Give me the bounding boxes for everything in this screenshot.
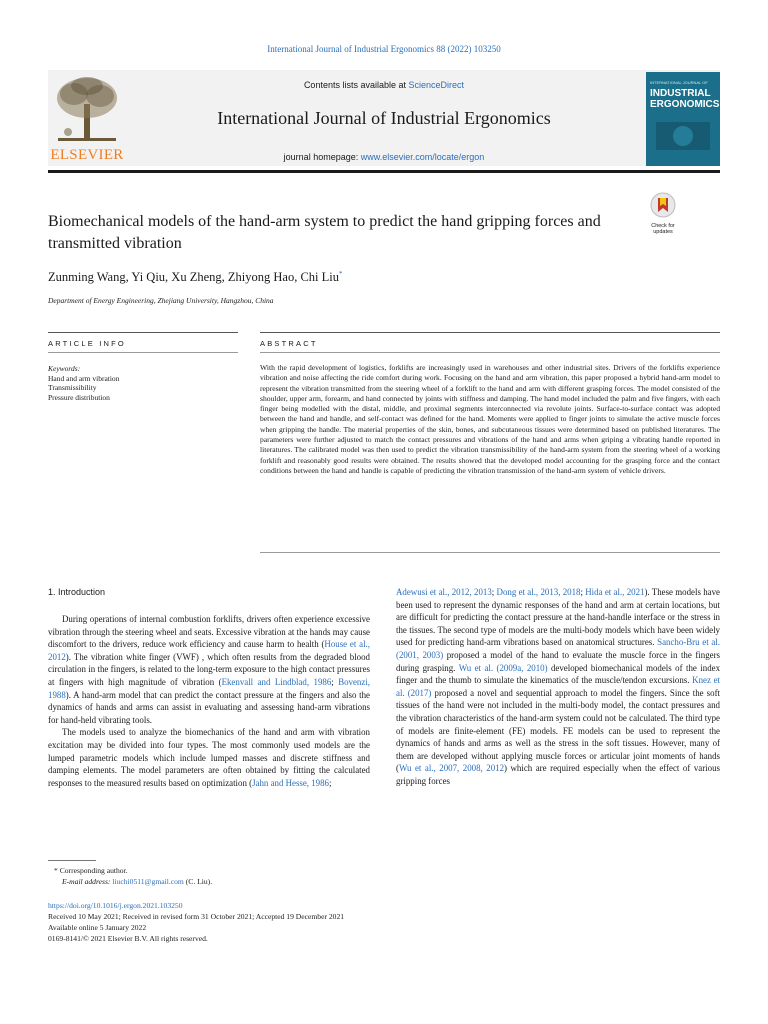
body-text-run: ). These models have been used to represent the dynamic responses of the hand and arm at certain locations, but are difficult for predicting the contact pressure at the hand-handle interface or the stress in the tissues. The second type of models are the multi-body models which have been widely used for predicting hand-arm vibrations based on anatomical structures. [396, 587, 720, 648]
keyword-item: Hand and arm vibration [48, 373, 120, 383]
available-online: Available online 5 January 2022 [48, 923, 147, 932]
email-suffix: (C. Liu). [185, 876, 213, 886]
body-text-run: During operations of internal combustion forklifts, drivers often experience excessive vibration through the steering wheel and seats. Excessive vibration at the hands may cause discomfort to the drivers, reduce work efficiency and cause harm to health ( [48, 614, 370, 650]
citation-link[interactable]: Wu et al. (2009a, 2010) [458, 662, 548, 673]
abstract-end-rule [260, 552, 720, 553]
keywords-block [48, 364, 238, 402]
body-text-run: ). The vibration white finger (VWF) , which often results from the degraded blood circulation in the fingers, is related to the long-term exposure to the high contact pressures at fingers with high magnitude of vibration ( [48, 651, 370, 687]
article-info-rule-top [48, 332, 238, 333]
copyright: 0169-8141/© 2021 Elsevier B.V. All rights reserved. [48, 934, 208, 943]
citation-link[interactable]: Sancho-Bru et al. (2001, 2003) [396, 637, 720, 660]
elsevier-wordmark: ELSEVIER [50, 147, 124, 163]
citation-link[interactable]: Dong et al., 2013, 2018 [496, 587, 581, 597]
intro-paragraph-2 [48, 726, 370, 789]
contents-prefix: Contents lists available at [303, 80, 406, 90]
body-text-run: ; [328, 777, 332, 788]
article-info-heading: ARTICLE INFO [48, 339, 126, 348]
citation-link[interactable]: Bovenzi, 1988 [48, 676, 370, 700]
check-for-updates-button[interactable] [650, 192, 676, 235]
abstract-rule-top [260, 332, 720, 333]
abstract-text: With the rapid development of logistics, forklifts are increasingly used in warehouses and other industrial sites. Drivers of the forklifts experience vibration and noise affecting the ride comfort during work. Focusing on the hand and arm vibration, this paper proposed a hybrid hand-arm model to represent the vibration transmitted from the steering wheel of a forklift to the hand and arm with different grasping forces. The model consisted of the shoulder, upper arm, forearm, and hand connected by joints with stiffness and damping. The hand model included the palm and five fingers, with each finger being modelled with the distal, middle, and proximal segments interconnected via revolute joints. Surface-to-surface contact was adopted between the hand and handle, and self-contact was defined for the hand. Moments were applied to finger joints to simulate the active muscle forces when gripping the handle. The material properties of the skin, bones, and subcutaneous tissues were determined based on published literatures. The parameters were further adjusted to match the contact pressures and vibrations of the hand and arms when griping a vibrating handle reported in literatures. The calibrated model was then used to predict the vibration transmissibility of the hand-arm system from the steering wheel of a working forklift and reasonably good results were obtained. The results showed that the developed model accounting for the grasping force and the contact conditions between the hand and handle is capable of predicting the vibration transmission of the hand-arm system of vehicle drivers. [260, 363, 720, 475]
citation-link[interactable]: Ekenvall and Lindblad, 1986 [221, 676, 332, 687]
affiliation: Department of Energy Engineering, Zhejiang University, Hangzhou, China [48, 296, 274, 305]
email-link[interactable]: liuchi0511@gmail.com [112, 876, 184, 886]
check-updates-label: Check for updates [651, 223, 675, 235]
abstract-rule-bottom [260, 352, 720, 353]
intro-paragraph-1 [48, 613, 370, 726]
citation-link[interactable]: Jahn and Hesse, 1986 [252, 777, 329, 788]
journal-citation-link[interactable]: International Journal of Industrial Ergonomics 88 (2022) 103250 [267, 44, 501, 54]
body-text-run: ; [580, 587, 586, 597]
citation-link[interactable]: Knez et al. (2017) [396, 675, 720, 698]
article-title: Biomechanical models of the hand-arm system to predict the hand gripping forces and transmitted vibration [48, 213, 601, 252]
abstract-heading: ABSTRACT [260, 339, 318, 348]
elsevier-logo[interactable] [48, 74, 126, 164]
citation-link[interactable]: Hida et al., 2021 [585, 587, 645, 597]
authors-text: Zunming Wang, Yi Qiu, Xu Zheng, Zhiyong Hao, Chi Liu [48, 270, 339, 285]
intro-paragraph-continued [396, 586, 720, 788]
sciencedirect-link[interactable]: ScienceDirect [408, 80, 465, 90]
citation-link[interactable]: Adewusi et al., 2012, 2013 [396, 587, 492, 597]
homepage-link[interactable]: www.elsevier.com/locate/ergon [360, 152, 485, 162]
header-rule [48, 170, 720, 173]
footnote-rule [48, 860, 96, 861]
intro-right-column [396, 586, 720, 788]
cover-graphic-icon [646, 72, 720, 166]
cover-title-text: INDUSTRIAL ERGONOMICS [650, 88, 720, 110]
body-text-run: The models used to analyze the biomechanics of the hand and arm with vibration excitation may be divided into four types. The most commonly used models are the lumped parametric models which include lumped masses and discrete stiffness and damping elements. The model parameters are often obtained by fitting the calculated responses to the measured results based on optimization ( [48, 727, 370, 788]
keywords-label: Keywords: [48, 364, 81, 373]
body-text-run: ) which are required especially when the effect of various gripping forces [396, 763, 720, 786]
journal-title: International Journal of Industrial Ergonomics [217, 108, 551, 128]
doi-link[interactable]: https://doi.org/10.1016/j.ergon.2021.103250 [48, 901, 183, 910]
corresponding-author-note: * Corresponding author. [54, 866, 128, 875]
journal-cover-image[interactable] [646, 72, 720, 166]
check-updates-icon [650, 192, 676, 218]
body-text-run: developed biomechanical models of the index finger and the thumb to simulate the kinematics of the muscle/tendon excursions. [396, 662, 721, 686]
body-text-run: proposed a novel and sequential approach to model the fingers. Since the soft tissues of the hand were not included in the multi-body model, the contact pressures and the vibration characteristics of the hand-arm system could not be calculated. The third type of models are finite-element (FE) models. FE models can be used to represent the dynamics of hands and arms as well as the stress in the soft tissues. However, many of them are developed without applying muscle forces or articular joint moments of hands ( [396, 687, 720, 774]
keyword-item: Transmissibility [48, 383, 97, 393]
citation-link[interactable]: Wu et al., 2007, 2008, 2012 [398, 763, 505, 774]
publication-info [48, 900, 548, 944]
body-text-run: ; [491, 587, 497, 597]
keyword-item: Pressure distribution [48, 392, 110, 402]
corresponding-author-mark[interactable]: * [339, 270, 343, 278]
body-text-run: proposed a model of the hand to evaluate the muscle force in the fingers during grasping. [396, 649, 720, 673]
homepage-prefix: journal homepage: [283, 152, 359, 162]
citation-link[interactable]: House et al., 2012 [48, 639, 370, 662]
article-info-rule-bottom [48, 352, 238, 353]
contents-line [126, 80, 642, 90]
intro-left-column [48, 613, 370, 789]
body-text-run: ; [331, 676, 339, 687]
email-label: E-mail address: [62, 876, 111, 886]
cover-small-text: INTERNATIONAL JOURNAL OF [650, 80, 708, 85]
received-dates: Received 10 May 2021; Received in revised form 31 October 2021; Accepted 19 December 2021 [48, 912, 345, 921]
journal-homepage-line [126, 152, 642, 162]
footnote [48, 866, 378, 887]
body-text-run: ). A hand-arm model that can predict the contact pressure at the fingers and also the dynamics of hands and arms can assist in evaluating and assessing hand-arm vibrations for hand-held vibrating tools. [48, 689, 370, 725]
elsevier-tree-icon [48, 74, 126, 146]
author-list [48, 270, 343, 285]
section-heading-introduction: 1. Introduction [48, 587, 106, 597]
email-line [48, 877, 378, 888]
